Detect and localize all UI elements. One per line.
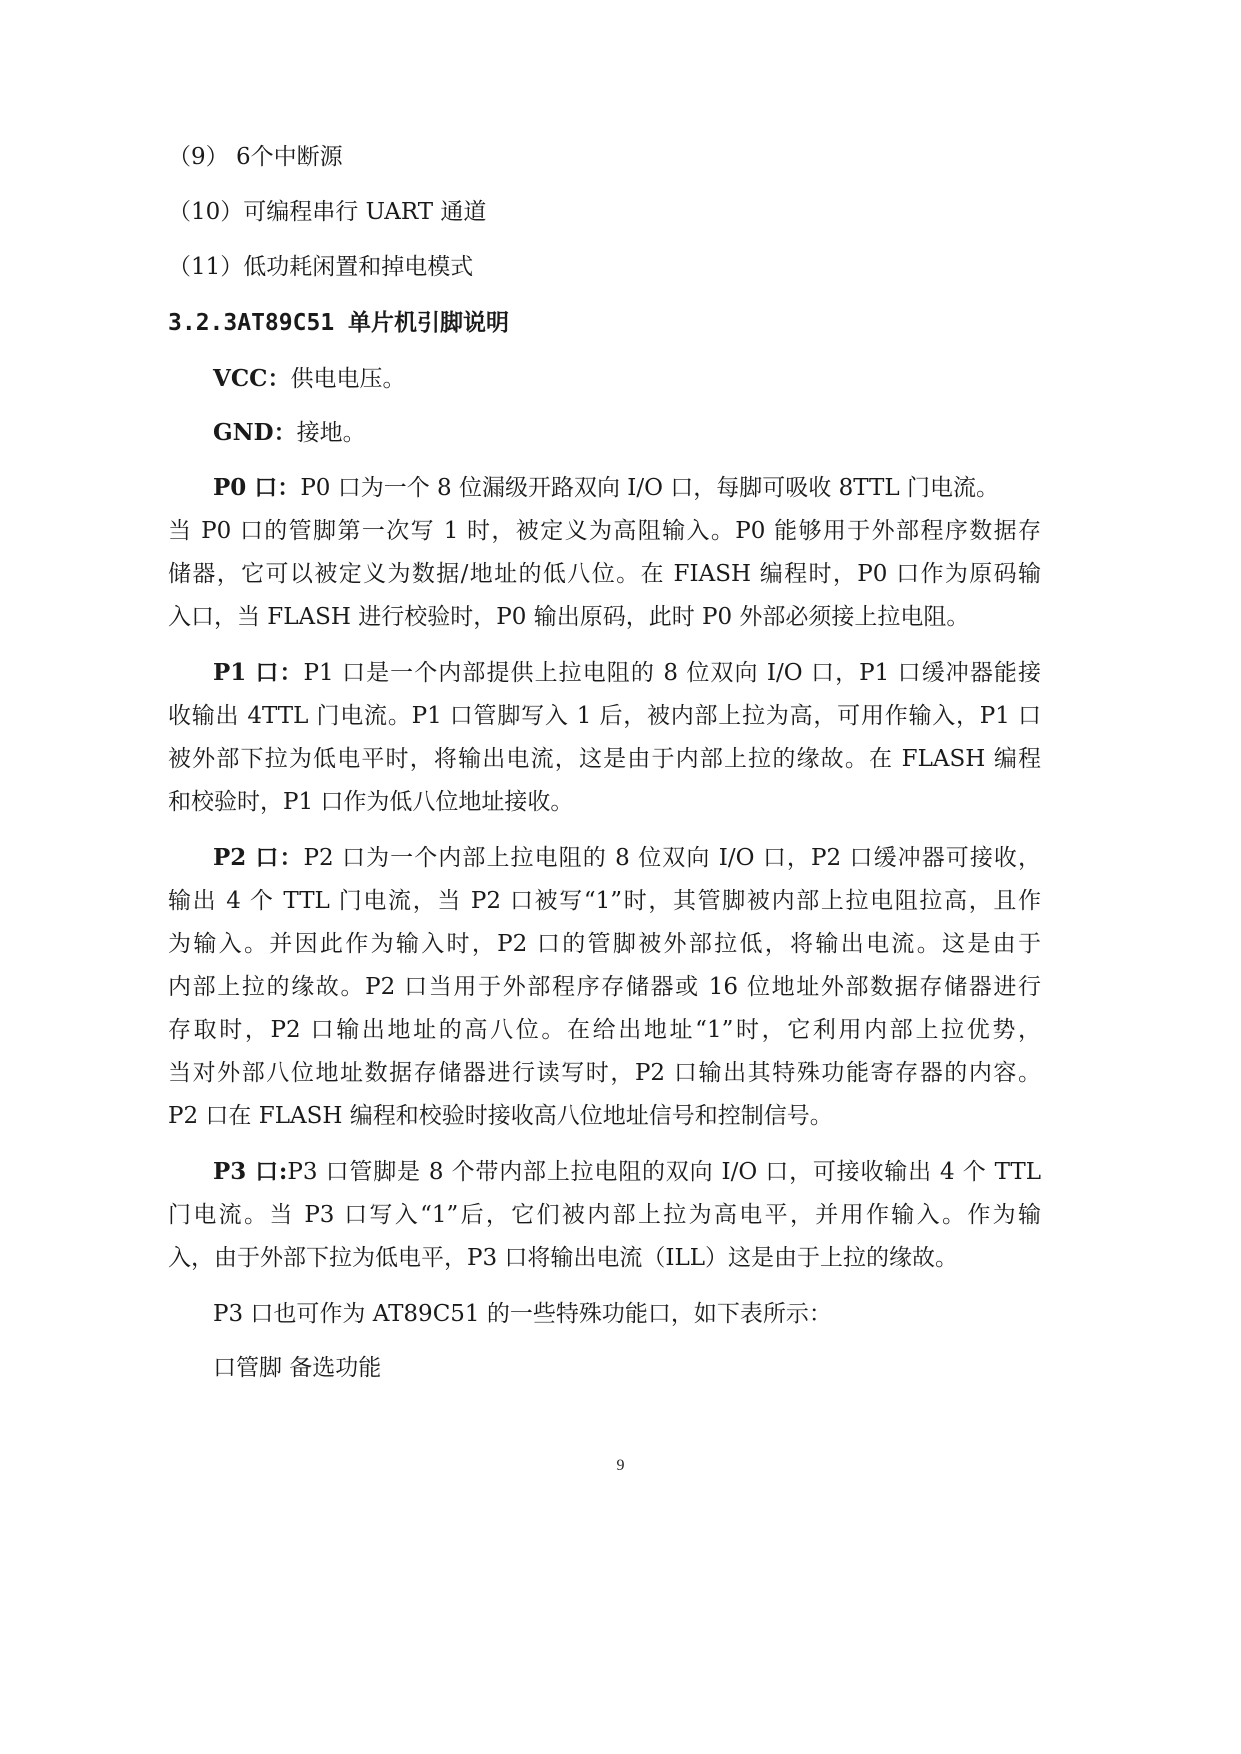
p3-line: 门电流。当 P3 口写入“1”后，它们被内部上拉为高电平，并用作输入。作为输: [168, 1202, 1041, 1228]
gnd-paragraph: [213, 418, 366, 448]
p2-line: 输出 4 个 TTL 门电流，当 P2 口被写“1”时，其管脚被内部上拉电阻拉高，且作: [168, 888, 1041, 914]
p3-paragraph-first-line: [213, 1157, 1041, 1187]
p1-line: 和校验时，P1 口作为低八位地址接收。: [168, 789, 574, 815]
vcc-paragraph: [213, 364, 405, 394]
p1-paragraph-first-line: [213, 658, 1041, 688]
p2-label: P2 口：: [213, 844, 304, 871]
p0-line: 当 P0 口的管脚第一次写 1 时，被定义为高阻输入。P0 能够用于外部程序数据存: [168, 518, 1041, 544]
p3-label: P3 口:: [213, 1158, 288, 1185]
p0-label: P0 口：: [213, 474, 301, 501]
page-number: 9: [616, 1457, 625, 1474]
p0-line: 储器，它可以被定义为数据/地址的低八位。在 FIASH 编程时，P0 口作为原码输: [168, 561, 1041, 587]
p3-line: 入，由于外部下拉为低电平，P3 口将输出电流（ILL）这是由于上拉的缘故。: [168, 1245, 959, 1271]
p2-paragraph-first-line: [213, 843, 1041, 873]
vcc-text: 供电电压。: [290, 366, 406, 392]
p2-line: 内部上拉的缘故。P2 口当用于外部程序存储器或 16 位地址外部数据存储器进行: [168, 974, 1041, 1000]
p1-label: P1 口：: [213, 659, 304, 686]
p2-line: P2 口为一个内部上拉电阻的 8 位双向 I/O 口，P2 口缓冲器可接收，: [303, 845, 1041, 871]
p3-line: P3 口管脚是 8 个带内部上拉电阻的双向 I/O 口，可接收输出 4 个 TTL: [287, 1159, 1042, 1185]
p0-line: P0 口为一个 8 位漏级开路双向 I/O 口，每脚可吸收 8TTL 门电流。: [300, 475, 999, 501]
p2-line: P2 口在 FLASH 编程和校验时接收高八位地址信号和控制信号。: [168, 1103, 833, 1129]
p0-paragraph-first-line: [213, 473, 999, 503]
p2-line: 存取时，P2 口输出地址的高八位。在给出地址“1”时，它利用内部上拉优势，: [168, 1017, 1041, 1043]
gnd-text: 接地。: [296, 420, 366, 446]
gnd-label: GND：: [213, 419, 297, 446]
list-item: （9） 6个中断源: [168, 144, 343, 170]
table-header: 口管脚 备选功能: [213, 1355, 382, 1381]
p1-line: 被外部下拉为低电平时，将输出电流，这是由于内部上拉的缘故。在 FLASH 编程: [168, 746, 1041, 772]
list-item: （10）可编程串行 UART 通道: [168, 199, 487, 225]
p0-line: 入口，当 FLASH 进行校验时，P0 输出原码，此时 P0 外部必须接上拉电阻。: [168, 604, 970, 630]
p2-line: 当对外部八位地址数据存储器进行读写时，P2 口输出其特殊功能寄存器的内容。: [168, 1060, 1041, 1086]
vcc-label: VCC：: [213, 365, 291, 392]
p3-alt-intro: P3 口也可作为 AT89C51 的一些特殊功能口，如下表所示：: [213, 1301, 832, 1327]
p2-line: 为输入。并因此作为输入时，P2 口的管脚被外部拉低，将输出电流。这是由于: [168, 931, 1041, 957]
p1-line: P1 口是一个内部提供上拉电阻的 8 位双向 I/O 口，P1 口缓冲器能接: [303, 660, 1041, 686]
list-item: （11）低功耗闲置和掉电模式: [168, 254, 474, 280]
p1-line: 收输出 4TTL 门电流。P1 口管脚写入 1 后，被内部上拉为高，可用作输入，P1 口: [168, 703, 1041, 729]
section-heading: 3.2.3AT89C51 单片机引脚说明: [168, 310, 510, 336]
